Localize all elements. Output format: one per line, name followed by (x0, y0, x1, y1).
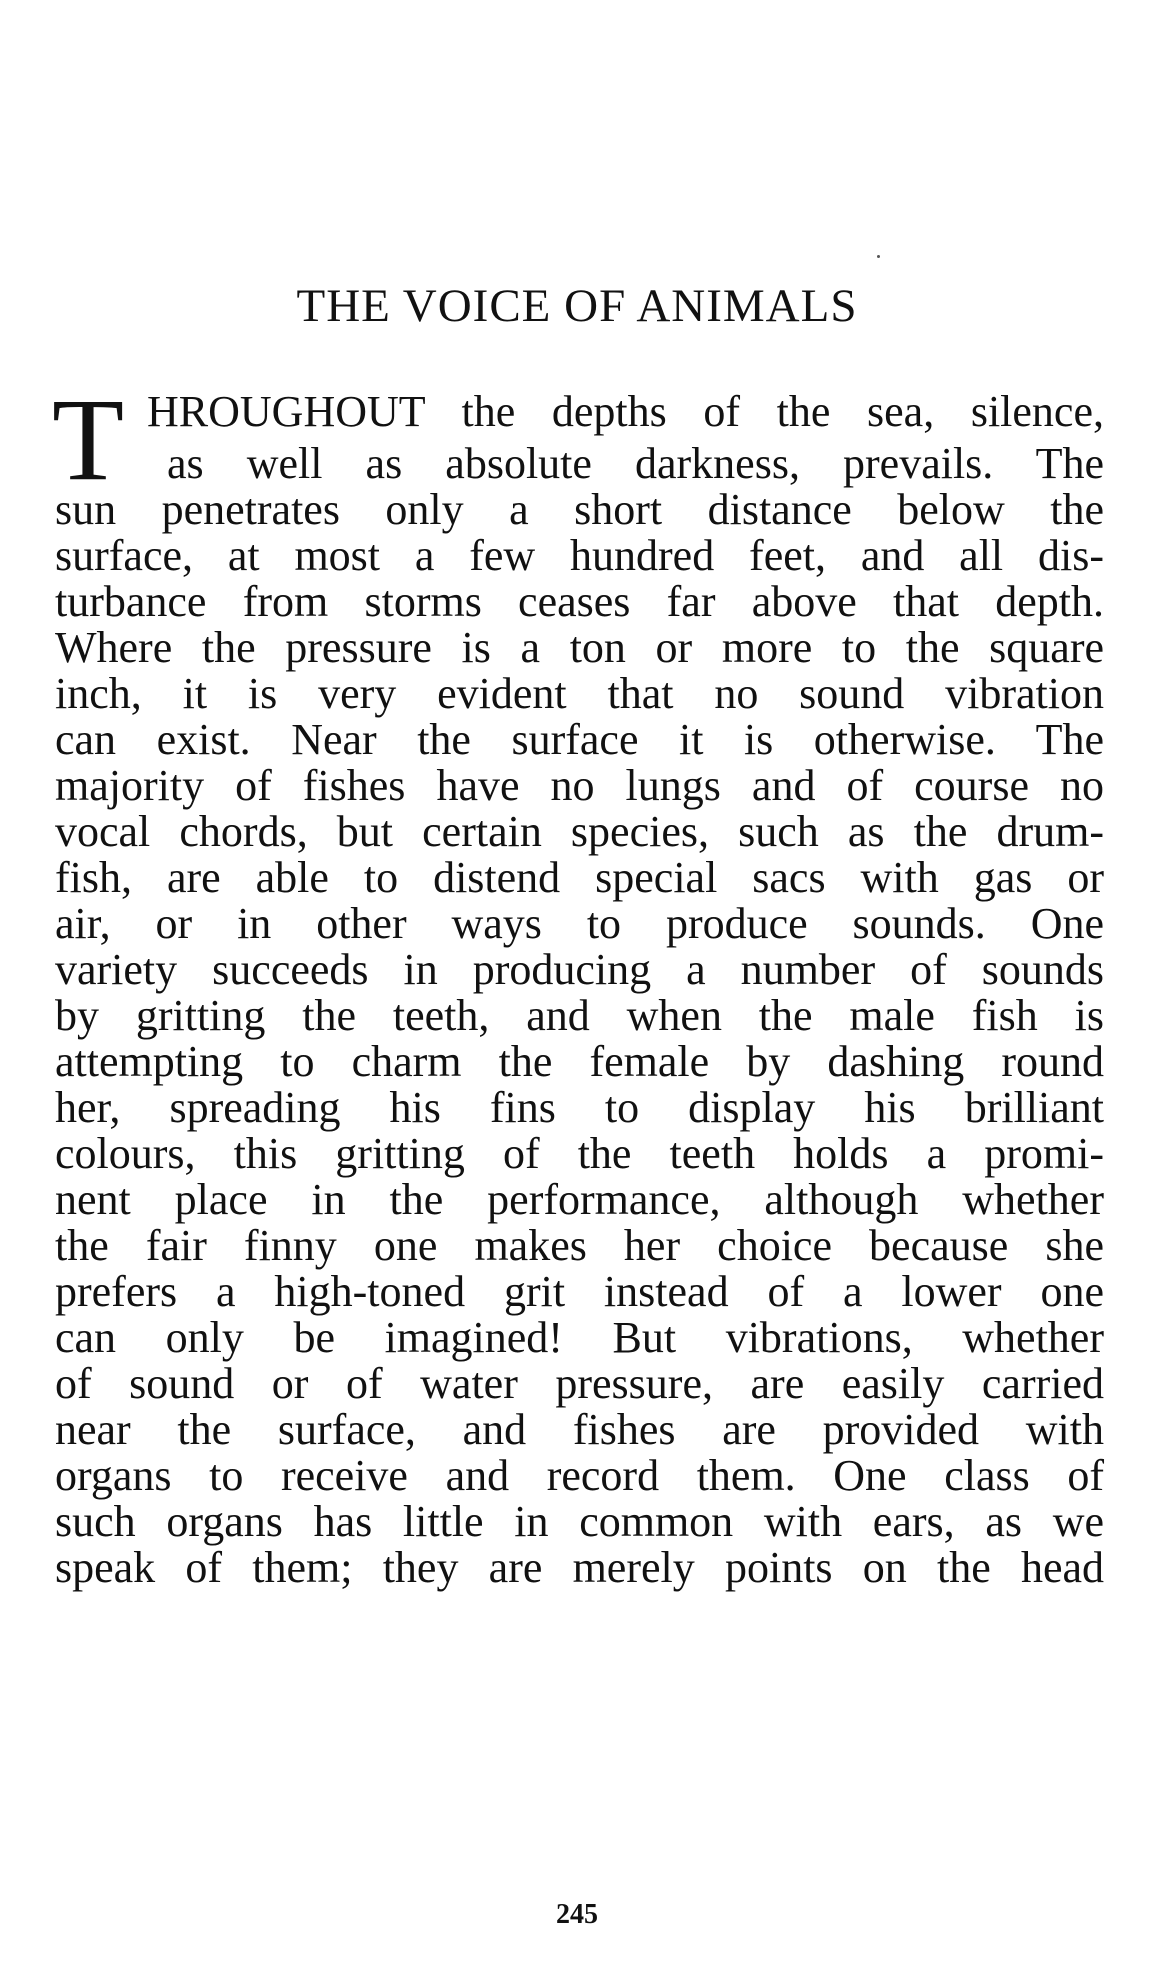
text-line: organs to receive and record them. One class of (55, 1451, 1104, 1500)
text-line: vocal chords, but certain species, such as the drum- (55, 807, 1104, 856)
text-line: inch, it is very evident that no sound vibration (55, 669, 1104, 718)
text-line: majority of fishes have no lungs and of course no (55, 761, 1104, 810)
text-line: near the surface, and fishes are provided with (55, 1405, 1104, 1454)
text-line: the fair finny one makes her choice because she (55, 1221, 1104, 1270)
page-number: 245 (556, 1899, 598, 1930)
text-line: her, spreading his fins to display his brilliant (55, 1083, 1104, 1132)
paper-speck (877, 255, 880, 258)
text-line: Where the pressure is a ton or more to the square (55, 623, 1104, 672)
text-line: can only be imagined! But vibrations, whether (55, 1313, 1104, 1362)
text-line: can exist. Near the surface it is otherwise. The (55, 715, 1104, 764)
text-line: attempting to charm the female by dashing round (55, 1037, 1104, 1086)
text-line: by gritting the teeth, and when the male fish is (55, 991, 1104, 1040)
drop-cap: T (52, 374, 125, 505)
paragraph-first-line: HROUGHOUT the depths of the sea, silence, (147, 387, 1104, 436)
text-line: such organs has little in common with ears, as we (55, 1497, 1104, 1546)
text-line: air, or in other ways to produce sounds. One (55, 899, 1104, 948)
text-line: surface, at most a few hundred feet, and all dis- (55, 531, 1104, 580)
text-line: colours, this gritting of the teeth holds a promi- (55, 1129, 1104, 1178)
text-line: speak of them; they are merely points on the head (55, 1543, 1104, 1592)
text-line: fish, are able to distend special sacs with gas or (55, 853, 1104, 902)
text-line: sun penetrates only a short distance below the (55, 485, 1104, 534)
text-line: nent place in the performance, although whether (55, 1175, 1104, 1224)
text-line: variety succeeds in producing a number of sounds (55, 945, 1104, 994)
text-line: of sound or of water pressure, are easily carried (55, 1359, 1104, 1408)
text-line: turbance from storms ceases far above that depth. (55, 577, 1104, 626)
chapter-title: THE VOICE OF ANIMALS (296, 280, 858, 332)
text-line: prefers a high-toned grit instead of a lower one (55, 1267, 1104, 1316)
text-line: as well as absolute darkness, prevails. The (167, 439, 1104, 488)
